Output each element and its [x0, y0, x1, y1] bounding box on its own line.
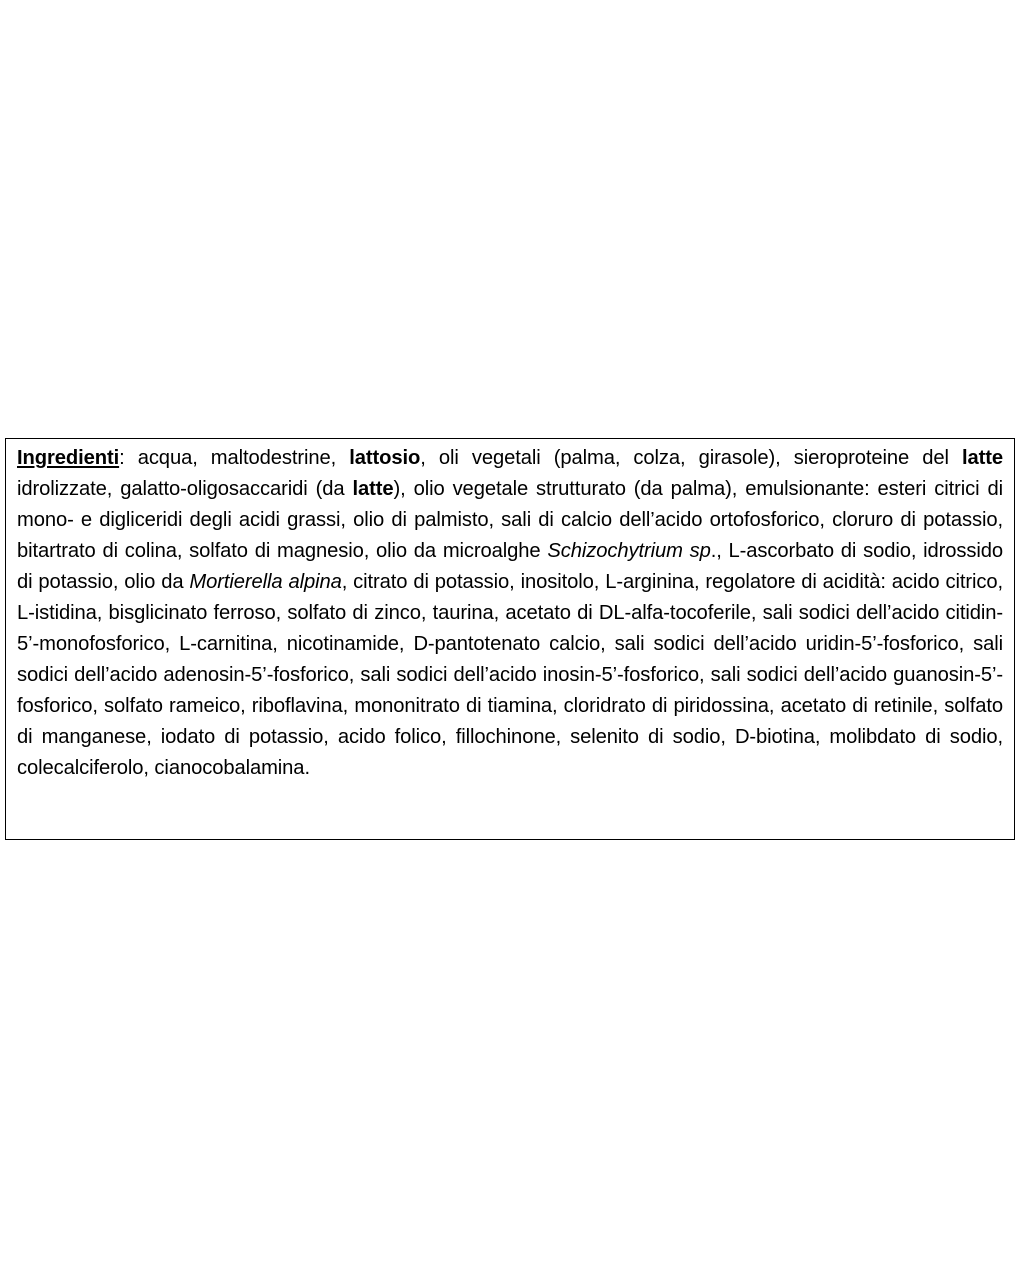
latin-name-mortierella: Mortierella alpina	[189, 571, 342, 593]
ingredients-heading: Ingredienti	[17, 447, 120, 469]
ingredients-paragraph	[17, 443, 1003, 784]
ingredients-text-segment: : acqua, maltodestrine,	[119, 447, 350, 469]
ingredients-text-segment: , oli vegetali (palma, colza, girasole), sieroproteine del	[420, 447, 962, 469]
allergen-latte: latte	[352, 478, 394, 500]
ingredients-text-segment: idrolizzate, galatto-oligosaccaridi (da	[17, 478, 353, 500]
ingredients-text-segment: ), olio vegetale strutturato (da palma), emulsionante: esteri citrici di mono- e digliceridi degli acidi grassi, olio di palmisto, sali di calcio dell’acido ortofosforico, cloruro di potassio, bitartrato di colina, solfato di magnesio, olio da microalghe	[17, 478, 1003, 562]
ingredients-text-segment: , citrato di potassio, inositolo, L-arginina, regolatore di acidità: acido citrico, L-istidina, bisglicinato ferroso, solfato di zinco, taurina, acetato di DL-alfa-tocoferile, sali sodici dell’acido citidin-5’-monofosforico, L-carnitina, nicotinamide, D-pantotenato calcio, sali sodici dell’acido uridin-5’-fosforico, sali sodici dell’acido adenosin-5’-fosforico, sali sodici dell’acido inosin-5’-fosforico, sali sodici dell’acido guanosin-5’-fosforico, solfato rameico, riboflavina, mononitrato di tiamina, cloridrato di piridossina, acetato di retinile, solfato di manganese, iodato di potassio, acido folico, fillochinone, selenito di sodio, D-biotina, molibdato di sodio, colecalciferolo, cianocobalamina.	[17, 571, 1003, 779]
latin-name-schizochytrium: Schizochytrium sp	[547, 540, 711, 562]
allergen-lattosio: lattosio	[349, 447, 421, 469]
ingredients-box	[5, 438, 1015, 840]
allergen-latte: latte	[961, 447, 1003, 469]
ingredients-text-segment: ., L-ascorbato di sodio, idrossido di potassio, olio da	[17, 540, 1004, 593]
